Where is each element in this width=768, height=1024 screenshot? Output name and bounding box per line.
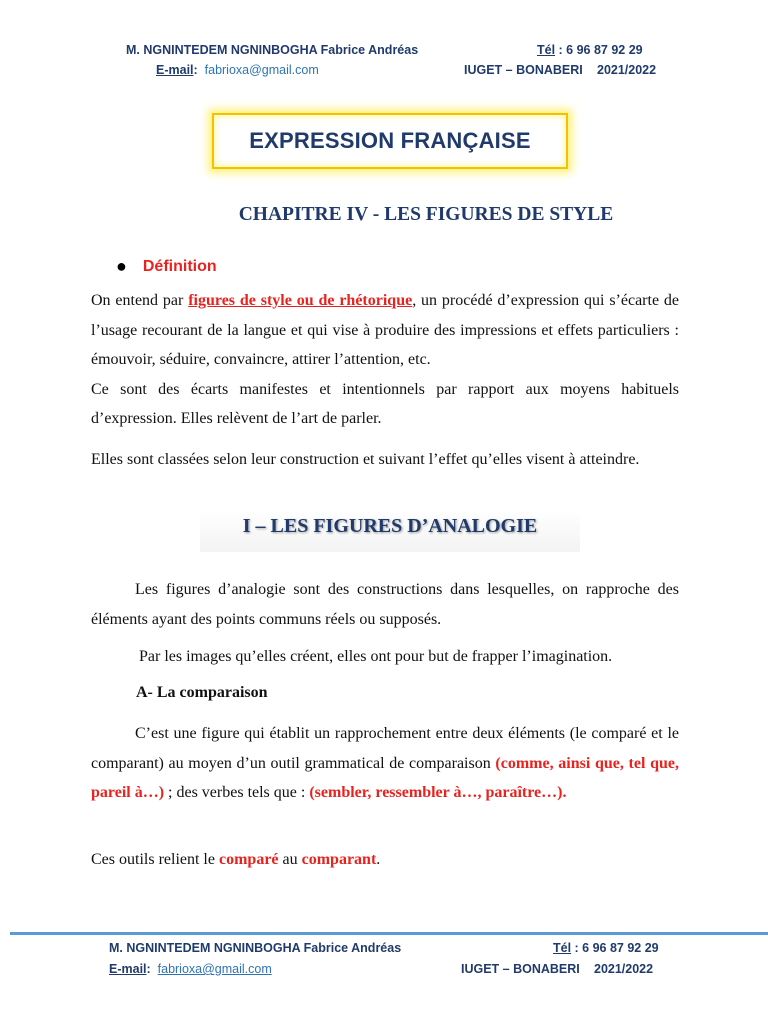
header-email-label: E-mail — [156, 63, 194, 77]
header-author: M. NGNINTEDEM NGNINBOGHA Fabrice Andréas — [126, 43, 419, 57]
header-phone-label: Tél — [537, 43, 556, 57]
definition-heading-label: Définition — [142, 257, 217, 275]
footer-phone-label: Tél — [553, 941, 572, 955]
highlight-comparant: comparant — [301, 851, 377, 868]
header-email-colon: : — [193, 63, 198, 77]
text-run: C’est une figure qui établit un rapprochement entre deux éléments (le comparé et le comparant) au moyen d’un outil grammatical de comparaison — [91, 725, 679, 772]
highlight-term: figures de style ou de rhétorique — [188, 292, 413, 309]
definition-heading — [116, 256, 217, 277]
document-title: EXPRESSION FRANÇAISE — [249, 128, 531, 153]
subsection-paragraph-1 — [91, 719, 679, 808]
footer-email-link[interactable]: fabrioxa@gmail.com — [157, 962, 272, 976]
header-phone — [537, 43, 643, 57]
bullet-icon: ● — [116, 256, 127, 276]
subsection-paragraph-2 — [91, 845, 679, 875]
footer-email — [109, 962, 272, 976]
definition-paragraph-2: Elles sont classées selon leur construction et suivant l’effet qu’elles visent à atteindre. — [91, 451, 640, 468]
header-email — [156, 63, 319, 77]
footer-school: IUGET – BONABERI — [461, 962, 580, 976]
text-run: Par les images qu’elles créent, elles ont pour but de frapper l’imagination. — [139, 648, 613, 665]
text-run: . — [376, 851, 381, 868]
chapter-heading: CHAPITRE IV - LES FIGURES DE STYLE — [238, 204, 614, 225]
footer-year: 2021/2022 — [594, 962, 654, 976]
text-run: Ces outils relient le — [91, 851, 219, 868]
text-run: ; des verbes tels que : — [164, 784, 310, 802]
text-run: Ce sont des écarts manifestes et intentionnels par rapport aux moyens habituels d’expression. Elles relèvent de l’art de parler. — [91, 380, 679, 428]
document-title-box — [212, 113, 568, 169]
footer-phone-value: : 6 96 87 92 29 — [571, 941, 659, 955]
section-paragraph-1 — [91, 575, 679, 635]
header-email-link[interactable]: fabrioxa@gmail.com — [204, 63, 319, 77]
highlight-verbs: (sembler, ressembler à…, paraître…). — [309, 784, 567, 802]
footer-email-label: E-mail — [109, 962, 147, 976]
definition-paragraph-1 — [91, 286, 679, 434]
highlight-compare: comparé — [218, 851, 279, 868]
subsection-heading: A- La comparaison — [136, 684, 268, 701]
text-run: , un procédé d’expression qui s’écarte de l’usage recourant de la langue et qui vise à produire des impressions et effets particuliers : émouvoir, séduire, convaincre, attirer l’attention, etc. — [91, 292, 680, 369]
text-run: Les figures d’analogie sont des constructions dans lesquelles, on rapproche des éléments ayant des points communs réels ou supposés. — [91, 581, 679, 628]
page-header — [0, 0, 768, 90]
header-school: IUGET – BONABERI — [464, 63, 583, 77]
page-footer — [0, 930, 768, 1024]
footer-author: M. NGNINTEDEM NGNINBOGHA Fabrice Andréas — [109, 941, 402, 955]
footer-phone — [553, 941, 659, 955]
footer-email-colon: : — [146, 962, 151, 976]
section-heading: I – LES FIGURES D’ANALOGIE — [242, 515, 538, 537]
text-run: On entend par — [91, 292, 189, 309]
section-paragraph-2 — [91, 642, 679, 672]
header-year: 2021/2022 — [597, 63, 657, 77]
text-run: au — [278, 851, 302, 868]
highlight-tools: (comme, ainsi que, tel que, pareil à…) — [91, 754, 679, 802]
header-phone-value: : 6 96 87 92 29 — [555, 43, 643, 57]
